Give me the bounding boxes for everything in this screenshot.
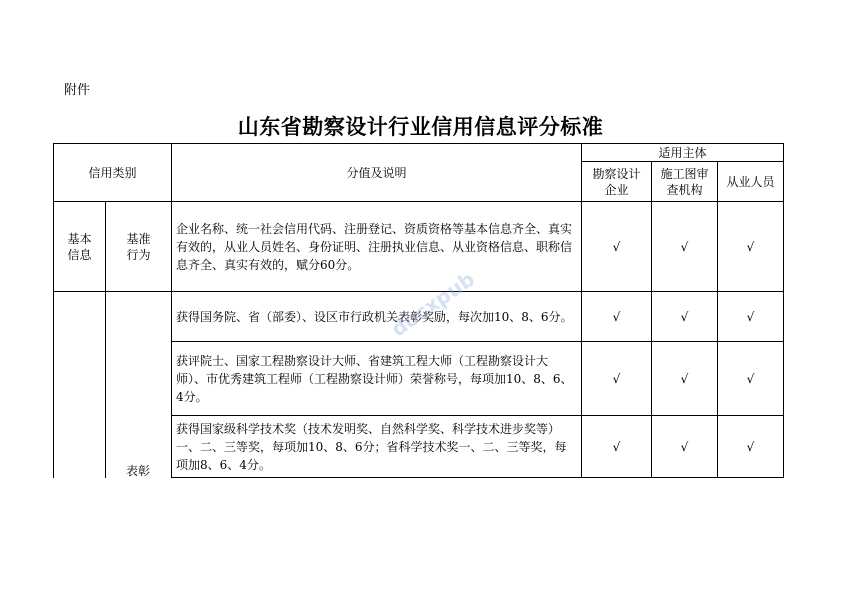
scoring-table: [53, 143, 784, 478]
header-col-review: [652, 162, 718, 202]
check-commend-3-review: √: [652, 416, 718, 478]
header-description: 分值及说明: [172, 144, 582, 202]
subcategory-commend: 表彰: [125, 464, 150, 478]
description-basic: 企业名称、统一社会信用代码、注册登记、资质资格等基本信息齐全、真实有效的，从业人员姓名、身份证明、注册执业信息、从业资格信息、职称信息齐全、真实有效的，赋分60分。: [172, 202, 582, 292]
watermark-logo: docxpub: [386, 266, 479, 342]
check-commend-2-design: √: [582, 342, 652, 416]
category-commend-blank: [54, 292, 106, 479]
check-basic-design: √: [582, 202, 652, 292]
check-commend-1-design: √: [582, 292, 652, 342]
check-commend-3-design: √: [582, 416, 652, 478]
header-col-design: [582, 162, 652, 202]
description-commend-2: 获评院士、国家工程勘察设计大师、省建筑工程大师（工程勘察设计大师）、市优秀建筑工程师（工程勘察设计师）荣誉称号，每项加10、8、6、4分。: [172, 342, 582, 416]
header-col-staff: 从业人员: [718, 162, 784, 202]
description-commend-1: 获得国务院、省（部委）、设区市行政机关表彰奖励，每次加10、8、6分。: [172, 292, 582, 342]
header-row-1: [54, 144, 784, 162]
header-col-design-line1: 勘察设计: [592, 166, 641, 181]
check-basic-staff: √: [718, 202, 784, 292]
subcategory-baseline-line2: 行为: [126, 247, 151, 262]
check-commend-3-staff: √: [718, 416, 784, 478]
category-basic-line2: 信息: [67, 247, 92, 262]
check-commend-2-review: √: [652, 342, 718, 416]
header-applicable: 适用主体: [582, 144, 784, 162]
header-col-review-line2: 查机构: [666, 182, 703, 197]
description-commend-3: 获得国家级科学技术奖（技术发明奖、自然科学奖、科学技术进步奖等）一、二、三等奖，每项加10、8、6分；省科学技术奖一、二、三等奖，每项加8、6、4分。: [172, 416, 582, 478]
check-basic-review: √: [652, 202, 718, 292]
header-category: 信用类别: [54, 144, 172, 202]
check-commend-1-staff: √: [718, 292, 784, 342]
check-commend-1-review: √: [652, 292, 718, 342]
attachment-label: 附件: [64, 83, 91, 98]
category-basic-line1: 基本: [67, 231, 92, 246]
subcategory-baseline-line1: 基准: [126, 231, 151, 246]
table-row-basic: [54, 202, 784, 292]
page-title: 山东省勘察设计行业信用信息评分标准: [237, 115, 604, 139]
subcategory-commend-cell: [106, 292, 172, 479]
header-col-design-line2: 企业: [604, 182, 629, 197]
check-commend-2-staff: √: [718, 342, 784, 416]
table-row-commend-1: [54, 292, 784, 342]
category-basic: [54, 202, 106, 292]
subcategory-baseline: [106, 202, 172, 292]
header-col-review-line1: 施工图审: [660, 166, 709, 181]
